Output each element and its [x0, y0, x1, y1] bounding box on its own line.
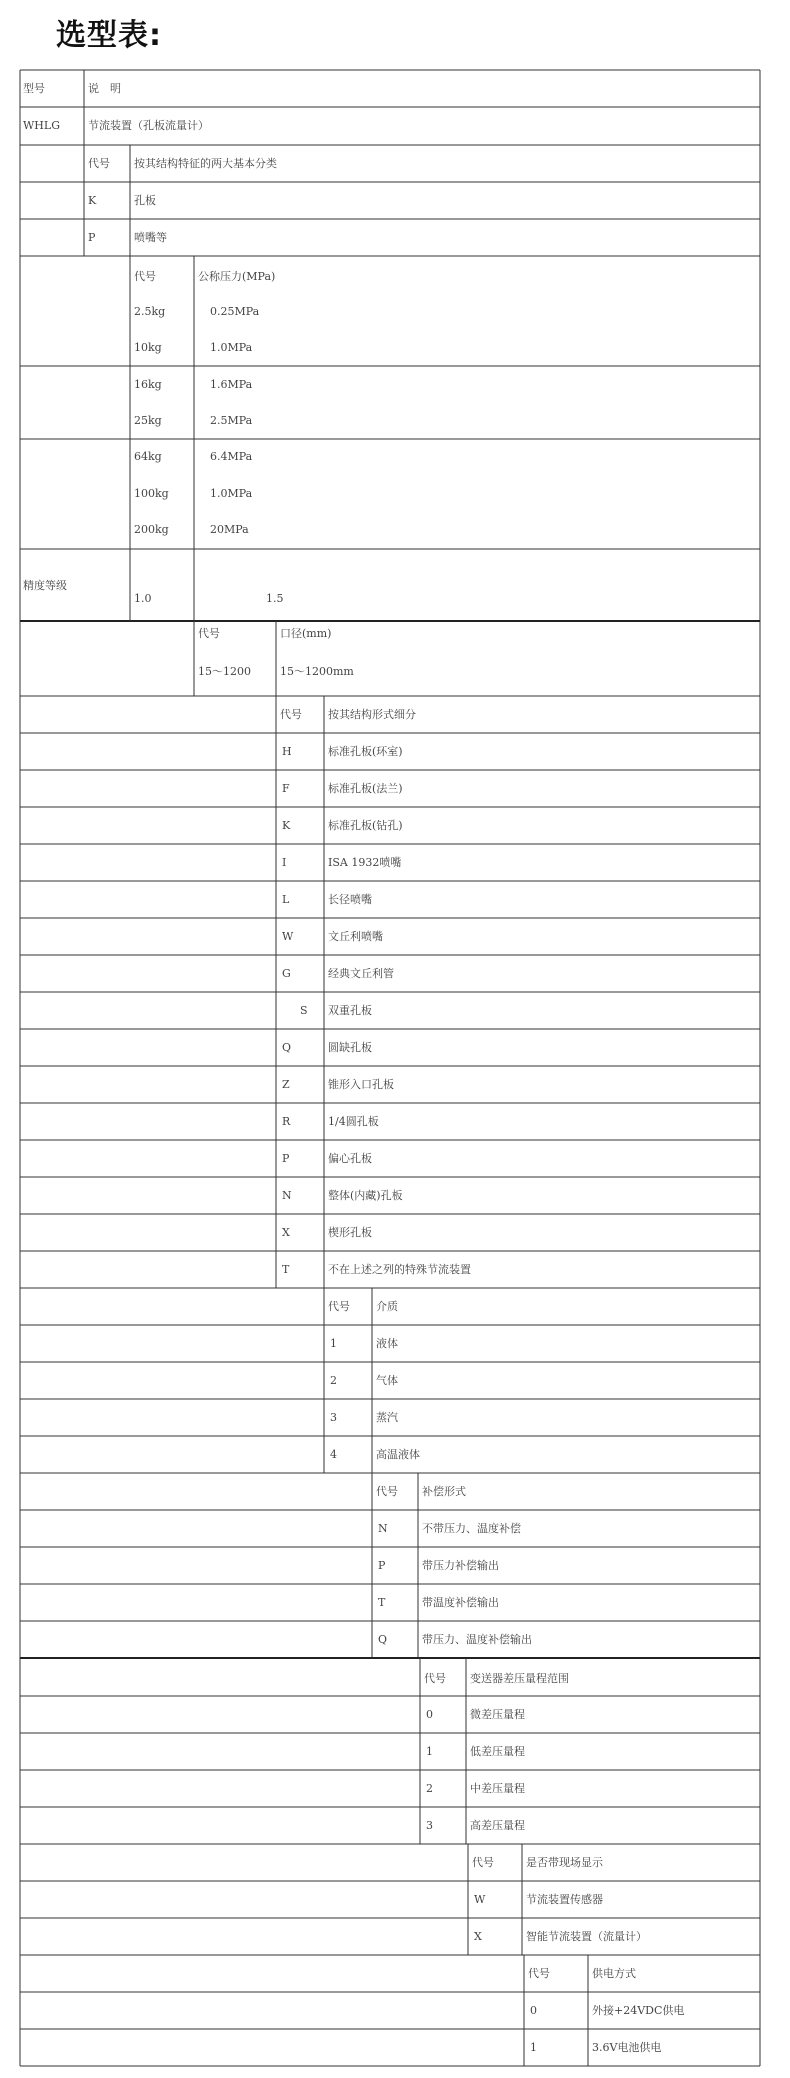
- medium-desc: 液体: [376, 1337, 398, 1350]
- desc-header: 说 明: [88, 82, 121, 95]
- form-code: S: [300, 1004, 308, 1017]
- pressure-code: 25kg: [134, 413, 162, 427]
- form-desc: 双重孔板: [328, 1004, 372, 1017]
- form-code: L: [282, 893, 290, 906]
- compensation-code: Q: [378, 1633, 388, 1646]
- compensation-desc: 不带压力、温度补偿: [422, 1522, 521, 1535]
- form-code: F: [282, 782, 290, 795]
- form-code: Z: [282, 1078, 290, 1091]
- range-code: 1: [426, 1745, 433, 1758]
- medium-code: 4: [330, 1448, 337, 1461]
- power-title: 供电方式: [592, 1967, 636, 1980]
- medium-desc: 蒸汽: [376, 1411, 398, 1424]
- form-desc: 标准孔板(钻孔): [328, 819, 403, 832]
- pressure-code: 200kg: [134, 522, 169, 536]
- compensation-code: T: [378, 1596, 386, 1609]
- display-desc: 节流装置传感器: [526, 1893, 603, 1906]
- structure-desc: 喷嘴等: [134, 231, 167, 244]
- compensation-code: P: [378, 1559, 386, 1572]
- form-code-header: 代号: [280, 708, 302, 721]
- medium-desc: 气体: [376, 1374, 398, 1387]
- form-desc: 文丘利喷嘴: [328, 930, 383, 943]
- form-desc: 长径喷嘴: [328, 893, 372, 906]
- form-desc: 不在上述之列的特殊节流装置: [328, 1263, 471, 1276]
- form-code: T: [282, 1263, 290, 1276]
- compensation-desc: 带压力补偿输出: [422, 1559, 499, 1572]
- structure-code-header: 代号: [88, 157, 110, 170]
- medium-code: 3: [330, 1411, 337, 1424]
- form-desc: 经典文丘利管: [328, 967, 394, 980]
- range-code: 3: [426, 1819, 433, 1832]
- compensation-code: N: [378, 1522, 388, 1535]
- power-code: 1: [530, 2041, 537, 2054]
- medium-code: 2: [330, 1374, 337, 1387]
- diameter-title: 口径(mm): [280, 627, 332, 640]
- medium-code: 1: [330, 1337, 337, 1350]
- structure-title: 按其结构特征的两大基本分类: [134, 157, 277, 170]
- pressure-value: 2.5MPa: [210, 413, 253, 427]
- form-desc: 楔形孔板: [328, 1226, 372, 1239]
- pressure-code: 100kg: [134, 486, 169, 500]
- model-code: WHLG: [23, 119, 60, 132]
- accuracy-value-1: 1.0: [134, 592, 152, 605]
- range-desc: 微差压量程: [470, 1708, 525, 1721]
- pressure-code-header: 代号: [134, 270, 156, 283]
- display-code: X: [474, 1930, 482, 1943]
- form-code: H: [282, 745, 292, 758]
- range-desc: 低差压量程: [470, 1745, 525, 1758]
- model-header: 型号: [23, 82, 45, 95]
- medium-desc: 高温液体: [376, 1448, 420, 1461]
- compensation-desc: 带温度补偿输出: [422, 1596, 499, 1609]
- pressure-value: 20MPa: [210, 522, 249, 536]
- form-desc: 标准孔板(环室): [328, 745, 403, 758]
- compensation-title: 补偿形式: [422, 1485, 466, 1498]
- display-code-header: 代号: [472, 1856, 494, 1869]
- pressure-title: 公称压力(MPa): [198, 270, 276, 283]
- medium-code-header: 代号: [328, 1300, 350, 1313]
- pressure-value: 6.4MPa: [210, 450, 253, 464]
- power-code: 0: [530, 2004, 537, 2017]
- diameter-code: 15～1200: [198, 665, 251, 678]
- form-code: X: [282, 1226, 290, 1239]
- range-code: 0: [426, 1708, 433, 1721]
- compensation-code-header: 代号: [376, 1485, 398, 1498]
- pressure-code: 10kg: [134, 341, 162, 355]
- medium-title: 介质: [376, 1300, 398, 1313]
- form-desc: 标准孔板(法兰): [328, 782, 403, 795]
- form-code: N: [282, 1189, 292, 1202]
- range-desc: 中差压量程: [470, 1782, 525, 1795]
- diameter-value: 15～1200mm: [280, 665, 354, 678]
- structure-code: P: [88, 231, 96, 244]
- form-code: W: [282, 930, 294, 943]
- form-desc: 圆缺孔板: [328, 1041, 372, 1054]
- model-desc: 节流装置（孔板流量计）: [88, 119, 209, 132]
- range-code-header: 代号: [424, 1672, 446, 1685]
- pressure-code: 2.5kg: [134, 305, 166, 318]
- form-desc: 1/4圆孔板: [328, 1115, 379, 1128]
- accuracy-label: 精度等级: [23, 579, 67, 592]
- form-code: I: [282, 856, 287, 869]
- power-desc: 外接+24VDC供电: [592, 2004, 685, 2017]
- form-title: 按其结构形式细分: [328, 708, 416, 721]
- power-code-header: 代号: [528, 1967, 550, 1980]
- display-title: 是否带现场显示: [526, 1856, 603, 1869]
- diameter-code-header: 代号: [198, 627, 220, 640]
- pressure-code: 64kg: [134, 450, 162, 464]
- form-code: Q: [282, 1041, 292, 1054]
- pressure-value: 0.25MPa: [210, 305, 260, 318]
- display-desc: 智能节流装置（流量计）: [526, 1930, 647, 1943]
- power-desc: 3.6V电池供电: [592, 2041, 662, 2054]
- accuracy-value-2: 1.5: [266, 592, 284, 605]
- range-code: 2: [426, 1782, 433, 1795]
- pressure-value: 1.6MPa: [210, 377, 253, 391]
- structure-desc: 孔板: [134, 194, 156, 207]
- pressure-value: 1.0MPa: [210, 486, 253, 500]
- form-desc: 整体(内藏)孔板: [328, 1189, 403, 1202]
- compensation-desc: 带压力、温度补偿输出: [422, 1633, 532, 1646]
- form-code: P: [282, 1152, 290, 1165]
- structure-code: K: [88, 194, 97, 207]
- range-title: 变送器差压量程范围: [470, 1672, 569, 1685]
- form-code: G: [282, 967, 291, 980]
- page-heading: 选型表:: [56, 18, 162, 53]
- form-code: K: [282, 819, 291, 832]
- pressure-value: 1.0MPa: [210, 341, 253, 355]
- form-desc: 偏心孔板: [328, 1152, 372, 1165]
- form-desc: 锥形入口孔板: [328, 1078, 394, 1091]
- display-code: W: [474, 1893, 486, 1906]
- form-code: R: [282, 1115, 291, 1128]
- form-desc: ISA 1932喷嘴: [328, 856, 402, 869]
- pressure-code: 16kg: [134, 377, 162, 391]
- range-desc: 高差压量程: [470, 1819, 525, 1832]
